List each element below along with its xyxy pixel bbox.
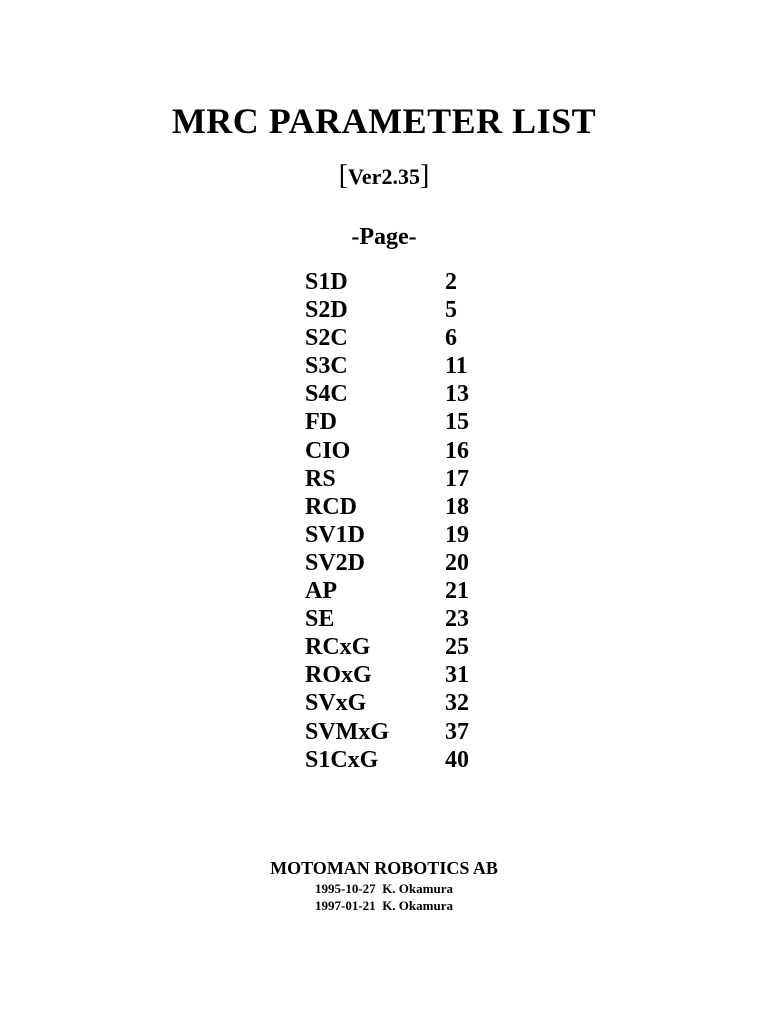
- toc-entry-name: S3C: [305, 353, 348, 380]
- toc-entry-name: SVxG: [305, 690, 367, 717]
- toc-entry-name: FD: [305, 409, 337, 436]
- toc-entry-page: 25: [445, 634, 469, 661]
- toc-entry-page: 19: [445, 521, 469, 548]
- toc-entry-page: 40: [445, 746, 469, 773]
- revision-date: 1997-01-21: [315, 898, 376, 913]
- toc-entry-page: 11: [445, 353, 468, 380]
- toc-entry-name: RCxG: [305, 634, 371, 661]
- toc-entry-name: SE: [305, 606, 335, 633]
- revision-entry: [0, 880, 768, 897]
- toc-entry-page: 6: [445, 325, 457, 352]
- toc-entry-page: 37: [445, 718, 469, 745]
- toc-entry-page: 2: [445, 269, 457, 295]
- toc-entry-name: S2C: [305, 325, 348, 352]
- toc-entry-page: 13: [445, 381, 469, 408]
- toc-entry-page: 18: [445, 493, 469, 520]
- company-name: MOTOMAN ROBOTICS AB: [270, 858, 498, 878]
- document-title: MRC PARAMETER LIST: [171, 101, 597, 141]
- toc-row: [305, 352, 525, 380]
- toc-entry-name: SV1D: [305, 521, 366, 548]
- toc-row: [305, 268, 525, 296]
- page-column-header: -Page-: [351, 224, 417, 250]
- toc-entry-page: 20: [445, 549, 469, 576]
- toc-row: [305, 549, 525, 577]
- revision-date: 1995-10-27: [315, 881, 376, 896]
- revision-entry: [0, 897, 768, 914]
- toc-row: [305, 380, 525, 408]
- toc-row: [305, 465, 525, 493]
- toc-entry-page: 15: [445, 409, 469, 436]
- toc-row: [305, 633, 525, 661]
- revision-history: [0, 880, 768, 914]
- toc-row: [305, 746, 525, 774]
- toc-row: [305, 408, 525, 436]
- toc-entry-name: S1CxG: [305, 746, 379, 773]
- toc-row: [305, 718, 525, 746]
- toc-row: [305, 605, 525, 633]
- version-text: Ver2.35: [348, 164, 420, 189]
- version-bracket-open: [: [338, 160, 349, 191]
- toc-row: [305, 577, 525, 605]
- toc-entry-name: ROxG: [305, 662, 372, 689]
- toc-entry-name: SVMxG: [305, 718, 389, 745]
- toc-entry-page: 31: [445, 662, 469, 689]
- toc-row: [305, 521, 525, 549]
- toc-entry-page: 17: [445, 465, 469, 492]
- toc-row: [305, 493, 525, 521]
- toc-entry-name: S1D: [305, 269, 348, 295]
- toc-entry-name: SV2D: [305, 549, 366, 576]
- toc-entry-page: 23: [445, 606, 469, 633]
- toc-entry-page: 5: [445, 297, 457, 324]
- version-bracket-close: ]: [419, 160, 430, 191]
- version-label: [0, 160, 768, 192]
- table-of-contents: [305, 268, 525, 774]
- toc-entry-name: RCD: [305, 493, 357, 520]
- toc-entry-page: 16: [445, 437, 469, 464]
- revision-author: K. Okamura: [382, 898, 453, 913]
- toc-entry-name: S2D: [305, 297, 348, 324]
- toc-row: [305, 661, 525, 689]
- toc-row: [305, 324, 525, 352]
- toc-entry-name: S4C: [305, 381, 348, 408]
- toc-row: [305, 689, 525, 717]
- toc-row: [305, 437, 525, 465]
- toc-entry-name: AP: [305, 578, 337, 605]
- toc-entry-name: RS: [305, 465, 336, 492]
- toc-entry-name: CIO: [305, 437, 351, 464]
- toc-row: [305, 296, 525, 324]
- toc-entry-page: 32: [445, 690, 469, 717]
- toc-entry-page: 21: [445, 578, 469, 605]
- revision-author: K. Okamura: [382, 881, 453, 896]
